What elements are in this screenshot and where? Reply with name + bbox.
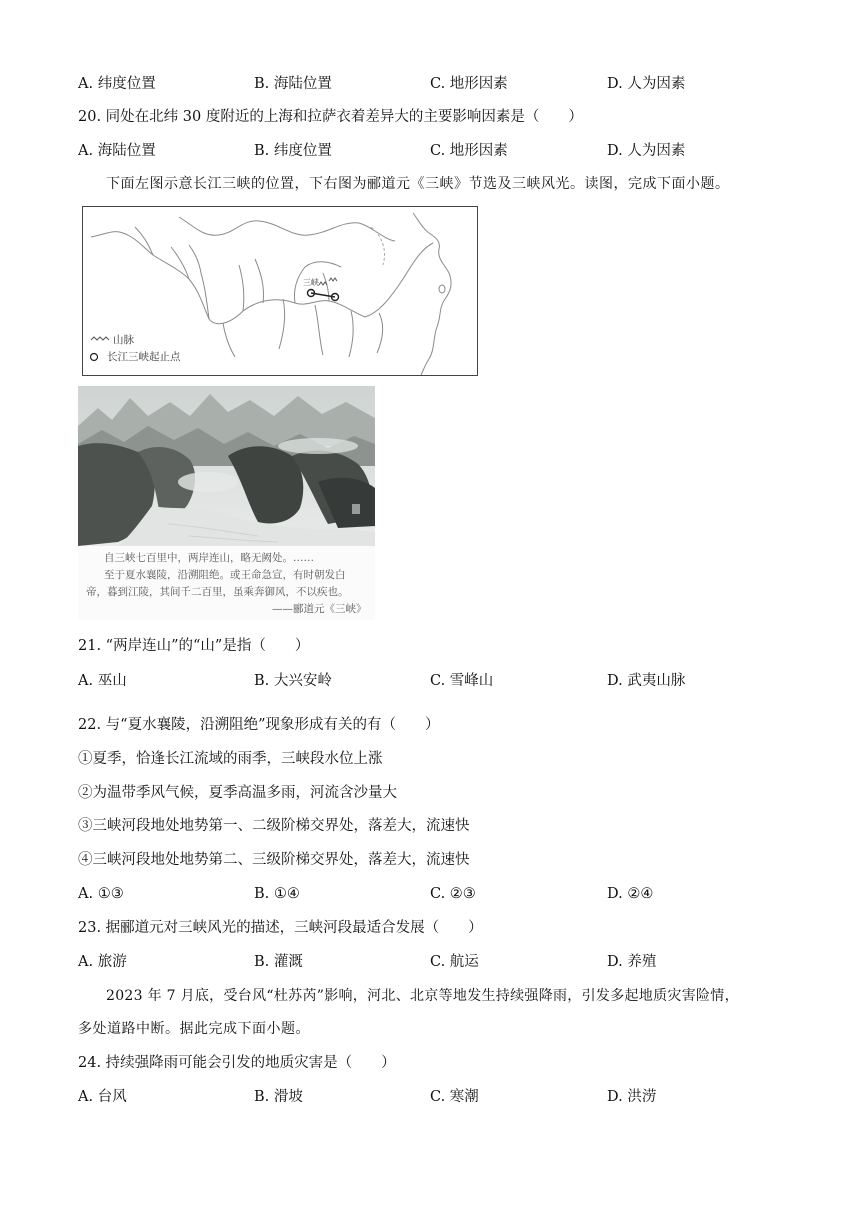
legend-mountain-label: 山脉 [113,334,134,346]
q23-option-c: C. 航运 [430,954,479,970]
q22-option-a: A. ①③ [78,886,124,902]
q22-item-2: ②为温带季风气候，夏季高温多雨，河流含沙量大 [78,785,397,801]
q24-option-b: B. 滑坡 [254,1089,303,1105]
q21-option-c: C. 雪峰山 [430,673,494,689]
landscape-painting-image [78,386,375,546]
poem-line-2: 至于夏水襄陵，沿溯阻绝。或王命急宣，有时朝发白 [104,569,346,581]
q21-option-a: A. 巫山 [78,673,127,689]
q19-option-b: B. 海陆位置 [254,76,332,92]
q19-option-a: A. 纬度位置 [78,76,156,92]
q20-option-b: B. 纬度位置 [254,143,332,159]
poem-attribution: ——郦道元《三峡》 [272,603,367,615]
q24-stem: 24. 持续强降雨可能会引发的地质灾害是（ ） [78,1055,396,1071]
q21-option-d: D. 武夷山脉 [607,673,686,689]
q20-stem: 20. 同处在北纬 30 度附近的上海和拉萨衣着差异大的主要影响因素是（ ） [78,109,583,125]
q20-option-c: C. 地形因素 [430,143,508,159]
q20-option-a: A. 海陆位置 [78,143,156,159]
poem-excerpt [78,546,375,620]
yangtze-map [82,206,478,376]
q23-stem: 23. 据郦道元对三峡风光的描述，三峡河段最适合发展（ ） [78,920,483,936]
q24-option-a: A. 台风 [78,1089,127,1105]
q22-option-d: D. ②④ [607,886,654,902]
typhoon-intro-line-2: 多处道路中断。据此完成下面小题。 [78,1021,310,1037]
q22-item-3: ③三峡河段地处地势第一、二级阶梯交界处，落差大，流速快 [78,818,470,834]
q20-option-d: D. 人为因素 [607,143,686,159]
q23-option-a: A. 旅游 [78,954,127,970]
legend-gorge-points-label: 长江三峡起止点 [107,351,181,363]
q21-option-b: B. 大兴安岭 [254,673,332,689]
q22-option-b: B. ①④ [254,886,300,902]
q23-option-b: B. 灌溉 [254,954,303,970]
q22-item-4: ④三峡河段地处地势第二、三级阶梯交界处，落差大，流速快 [78,852,470,868]
q21-stem: 21. “两岸连山”的“山”是指（ ） [78,638,310,654]
three-gorges-painting [78,386,375,546]
q22-option-c: C. ②③ [430,886,476,902]
q19-option-c: C. 地形因素 [430,76,508,92]
q24-option-c: C. 寒潮 [430,1089,479,1105]
q24-option-d: D. 洪涝 [607,1089,657,1105]
map-label-three-gorges: 三峡 [303,278,319,287]
three-gorges-intro: 下面左图示意长江三峡的位置，下右图为郦道元《三峡》节选及三峡风光。读图，完成下面小题。 [106,176,730,192]
q22-item-1: ①夏季，恰逢长江流域的雨季，三峡段水位上涨 [78,751,383,767]
q19-option-d: D. 人为因素 [607,76,686,92]
q23-option-d: D. 养殖 [607,954,657,970]
poem-line-1: 自三峡七百里中，两岸连山，略无阙处。…… [104,552,314,564]
q22-stem: 22. 与“夏水襄陵，沿溯阻绝”现象形成有关的有（ ） [78,717,440,733]
typhoon-intro-line-1: 2023 年 7 月底，受台风“杜苏芮”影响，河北、北京等地发生持续强降雨，引发多起地质灾害险情， [106,988,739,1004]
poem-line-3: 帝，暮到江陵，其间千二百里，虽乘奔御风，不以疾也。 [86,586,349,598]
